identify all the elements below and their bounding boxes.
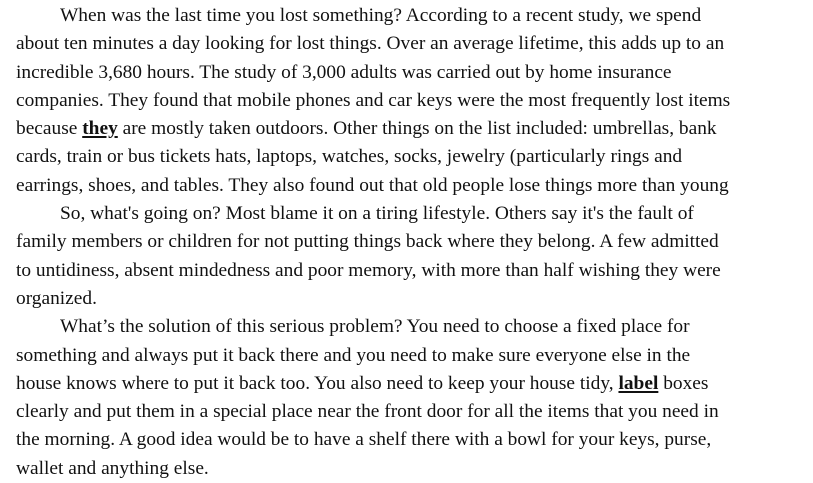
text-line: the morning. A good idea would be to have a shelf there with a bowl for your keys, purse, xyxy=(16,429,712,451)
text-line: clearly and put them in a special place near the front door for all the items that you need in xyxy=(16,401,719,423)
text-line: So, what's going on? Most blame it on a tiring lifestyle. Others say it's the fault of xyxy=(60,203,694,225)
text-line: to untidiness, absent mindedness and poor memory, with more than half wishing they were xyxy=(16,259,721,281)
underlined-keyword-label: label xyxy=(618,372,659,394)
text-line: companies. They found that mobile phones and car keys were the most frequently lost items xyxy=(16,89,731,111)
text-line: family members or children for not putting things back where they belong. A few admitted xyxy=(16,231,719,253)
text-line: incredible 3,680 hours. The study of 3,000 adults was carried out by home insurance xyxy=(16,61,672,83)
text-segment: house knows where to put it back too. You also need to keep your house tidy, xyxy=(16,372,619,394)
text-line: cards, train or bus tickets hats, laptops, watches, socks, jewelry (particularly rings and xyxy=(16,146,683,168)
text-line: When was the last time you lost something? According to a recent study, we spend xyxy=(60,5,702,26)
text-segment: are mostly taken outdoors. Other things on the list included: umbrellas, bank xyxy=(117,118,717,140)
text-line xyxy=(16,115,811,143)
text-line xyxy=(16,370,811,398)
paragraph-3 xyxy=(16,313,811,483)
text-line: something and always put it back there and you need to make sure everyone else in the xyxy=(16,344,691,366)
text-line: What’s the solution of this serious problem? You need to choose a fixed place for xyxy=(60,316,690,338)
text-line: organized. xyxy=(16,287,97,309)
underlined-keyword-they: they xyxy=(82,118,118,140)
reading-passage xyxy=(16,2,811,483)
text-line: earrings, shoes, and tables. They also found out that old people lose things more than young xyxy=(16,174,729,196)
text-segment: because xyxy=(16,118,83,140)
text-segment: boxes xyxy=(658,372,709,394)
paragraph-2 xyxy=(16,200,811,313)
text-line: wallet and anything else. xyxy=(16,457,209,479)
paragraph-1 xyxy=(16,2,811,200)
text-line: about ten minutes a day looking for lost things. Over an average lifetime, this adds up to an xyxy=(16,33,725,55)
